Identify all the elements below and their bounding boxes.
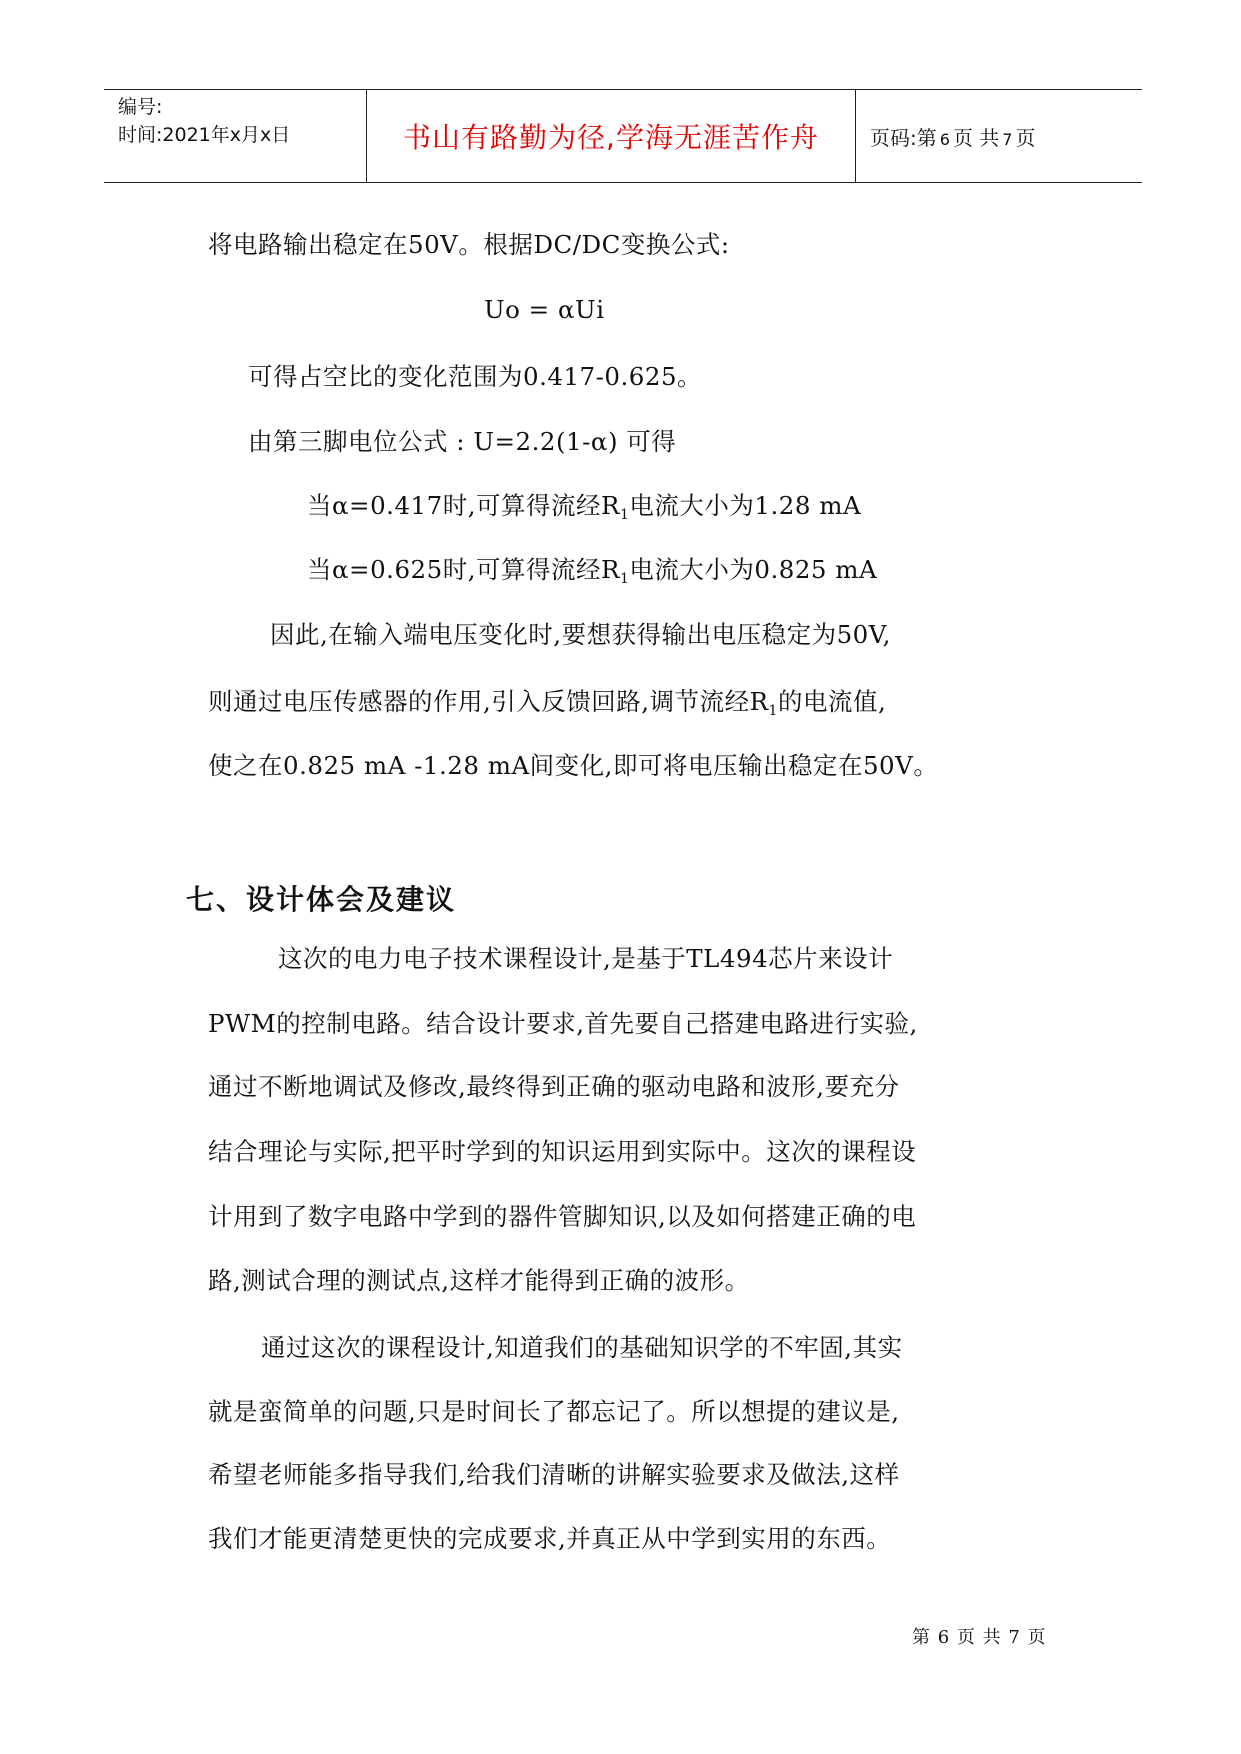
line-7-post: 的电流值, (777, 687, 887, 716)
line-5-sub: 1 (619, 571, 630, 587)
document-time-label: 时间:2021年x月x日 (118, 124, 291, 146)
page-code-mid: 页 共 (952, 126, 1000, 150)
document-number-label: 编号: (118, 96, 163, 118)
body-line-4 (307, 491, 862, 523)
header-page-code (870, 122, 1035, 151)
page-code-prefix: 页码:第 (870, 126, 937, 150)
header-page-code-cell (856, 90, 1142, 182)
paragraph-1-line-2: PWM的控制电路。结合设计要求,首先要自己搭建电路进行实验, (208, 1009, 918, 1038)
page-header (104, 89, 1142, 183)
paragraph-1-line-5: 计用到了数字电路中学到的器件管脚知识,以及如何搭建正确的电 (208, 1202, 917, 1231)
page-code-total: 7 (1002, 130, 1013, 149)
body-line-5 (307, 555, 878, 587)
paragraph-1-line-1: 这次的电力电子技术课程设计,是基于TL494芯片来设计 (278, 944, 894, 973)
paragraph-1-line-4: 结合理论与实际,把平时学到的知识运用到实际中。这次的课程设 (208, 1137, 917, 1166)
paragraph-2-line-1: 通过这次的课程设计,知道我们的基础知识学的不牢固,其实 (261, 1333, 903, 1362)
paragraph-2-line-3: 希望老师能多指导我们,给我们清晰的讲解实验要求及做法,这样 (208, 1460, 900, 1489)
line-4-post: 电流大小为1.28 mA (629, 491, 862, 520)
line-7-sub: 1 (768, 703, 778, 719)
body-line-8: 使之在0.825 mA -1.28 mA间变化,即可将电压输出稳定在50V。 (208, 751, 939, 780)
section-title: 七、设计体会及建议 (186, 883, 457, 916)
line-4-sub: 1 (619, 507, 630, 523)
formula-line: Uo = αUi (484, 295, 605, 324)
body-line-6: 因此,在输入端电压变化时,要想获得输出电压稳定为50V, (270, 620, 891, 649)
page-footer: 第 6 页 共 7 页 (912, 1627, 1047, 1648)
page-code-suffix: 页 (1015, 126, 1036, 150)
paragraph-2-line-4: 我们才能更清楚更快的完成要求,并真正从中学到实用的东西。 (208, 1524, 892, 1553)
paragraph-1-line-3: 通过不断地调试及修改,最终得到正确的驱动电路和波形,要充分 (208, 1072, 900, 1101)
line-5-pre: 当α=0.625时,可算得流经R (307, 555, 620, 584)
line-5-post: 电流大小为0.825 mA (629, 555, 878, 584)
header-motto-cell (366, 90, 856, 182)
line-4-pre: 当α=0.417时,可算得流经R (307, 491, 620, 520)
line-7-pre: 则通过电压传感器的作用,引入反馈回路,调节流经R (208, 687, 769, 716)
header-info-cell (104, 90, 366, 182)
paragraph-2-line-2: 就是蛮简单的问题,只是时间长了都忘记了。所以想提的建议是, (208, 1397, 900, 1426)
body-line-1: 将电路输出稳定在50V。根据DC/DC变换公式: (208, 230, 730, 259)
body-line-2: 可得占空比的变化范围为0.417-0.625。 (248, 362, 703, 391)
body-line-7 (208, 687, 887, 719)
header-motto: 书山有路勤为径,学海无涯苦作舟 (403, 121, 819, 154)
body-line-3: 由第三脚电位公式 : U=2.2(1-α) 可得 (248, 427, 677, 456)
paragraph-1-line-6: 路,测试合理的测试点,这样才能得到正确的波形。 (208, 1266, 750, 1295)
page-code-current: 6 (939, 130, 950, 149)
